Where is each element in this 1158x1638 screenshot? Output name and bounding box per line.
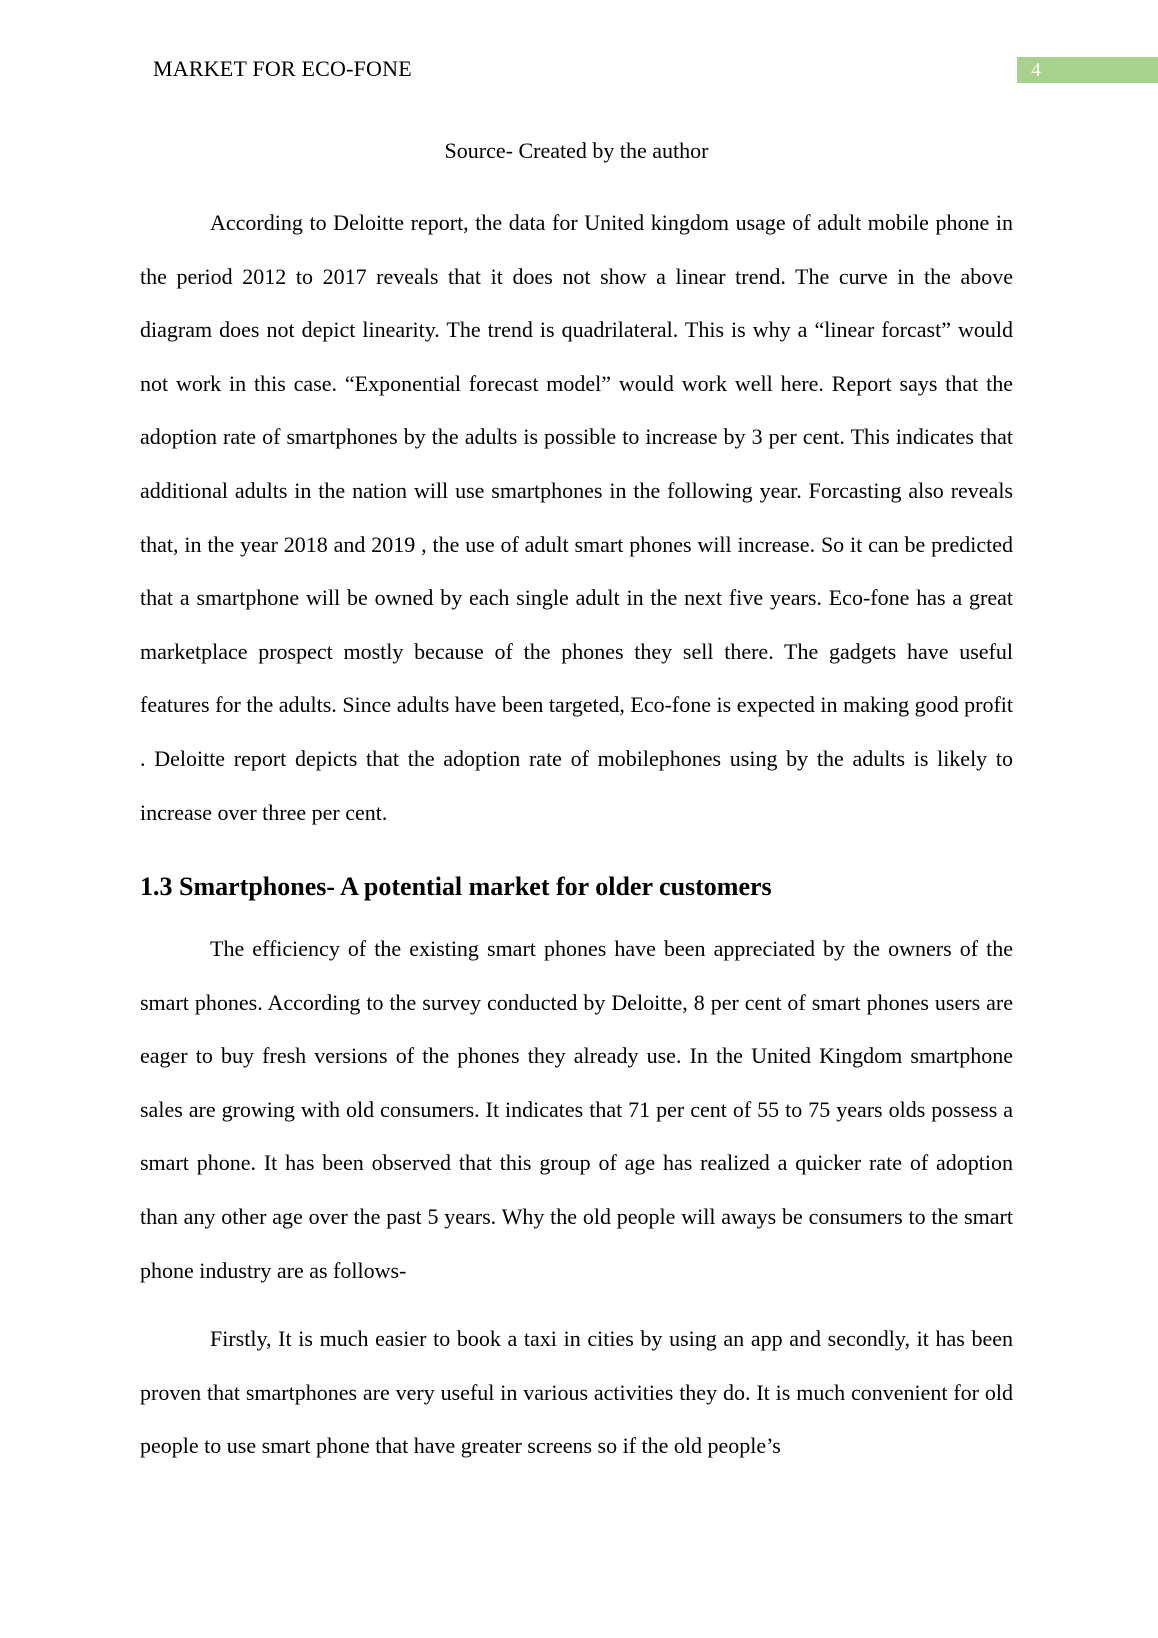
paragraph-smartphone-efficiency: The efficiency of the existing smart phones have been appreciated by the owners of the smart phones. According to the survey conducted by Deloitte, 8 per cent of smart phones users are eager to buy fresh versions of the phones they already use. In the United Kingdom smartphone sales are growing with old consumers. It indicates that 71 per cent of 55 to 75 years olds possess a smart phone. It has been observed that this group of age has realized a quicker rate of adoption than any other age over the past 5 years. Why the old people will aways be consumers to the smart phone industry are as follows- xyxy=(140,936,1013,1283)
paragraph-reasons: Firstly, It is much easier to book a taxi in cities by using an app and secondly, it has been proven that smartphones are very useful in various activities they do. It is much convenient for old people to use smart phone that have greater screens so if the old people’s xyxy=(140,1326,1013,1459)
section-heading: 1.3 Smartphones- A potential market for older customers xyxy=(140,872,772,901)
figure-caption: Source- Created by the author xyxy=(444,138,709,163)
page-number: 4 xyxy=(1031,59,1041,81)
paragraph-deloitte-trend: According to Deloitte report, the data for United kingdom usage of adult mobile phone in the period 2012 to 2017 reveals that it does not show a linear trend. The curve in the above diagram does not depict linearity. The trend is quadrilateral. This is why a “linear forcast” would not work in this case. “Exponential forecast model” would work well here. Report says that the adoption rate of smartphones by the adults is possible to increase by 3 per cent. This indicates that additional adults in the nation will use smartphones in the following year. Forcasting also reveals that, in the year 2018 and 2019 , the use of adult smart phones will increase. So it can be predicted that a smartphone will be owned by each single adult in the next five years. Eco-fone has a great marketplace prospect mostly because of the phones they sell there. The gadgets have useful features for the adults. Since adults have been targeted, Eco-fone is expected in making good profit . Deloitte report depicts that the adoption rate of mobilephones using by the adults is likely to increase over three per cent. xyxy=(140,210,1013,825)
running-head: MARKET FOR ECO-FONE xyxy=(153,56,412,81)
page-number-badge xyxy=(1017,57,1158,83)
